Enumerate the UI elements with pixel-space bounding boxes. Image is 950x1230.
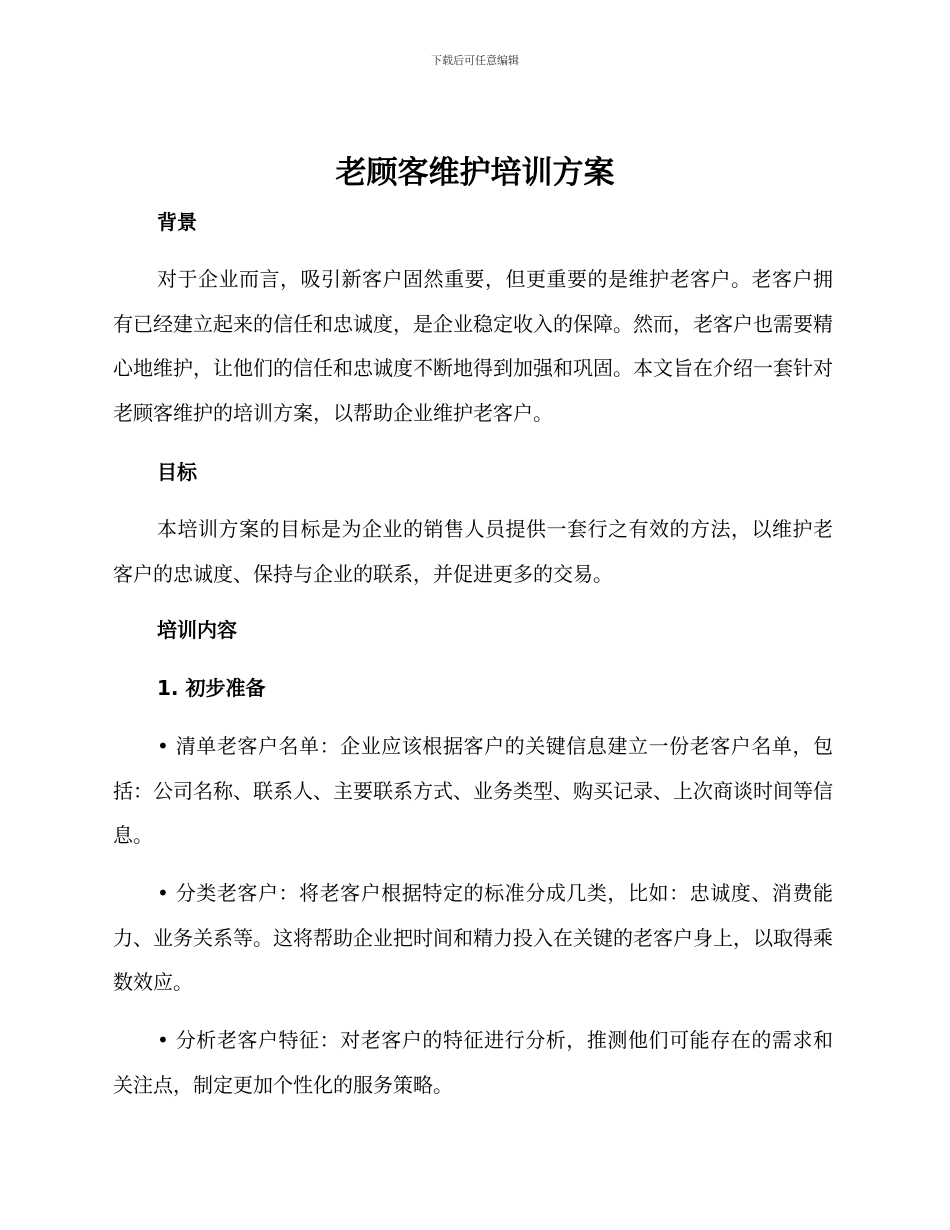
paragraph-background: 对于企业而言，吸引新客户固然重要，但更重要的是维护老客户。老客户拥有已经建立起来的信任和忠诚度，是企业稳定收入的保障。然而，老客户也需要精心地维护，让他们的信任和忠诚度不断地得到加强和巩固。本文旨在介绍一套针对老顾客维护的培训方案，以帮助企业维护老客户。 [113,267,833,426]
section-heading-step1: 1. 初步准备 [157,676,266,700]
page-header-note: 下载后可任意编辑 [431,54,519,67]
bullet-item-customer-list: • 清单老客户名单：企业应该根据客户的关键信息建立一份老客户名单，包括：公司名称、联系人、主要联系方式、业务类型、购买记录、上次商谈时间等信息。 [113,734,833,848]
document-title: 老顾客维护培训方案 [335,155,615,191]
section-heading-background: 背景 [157,210,197,234]
paragraph-goal: 本培训方案的目标是为企业的销售人员提供一套行之有效的方法，以维护老客户的忠诚度、保持与企业的联系，并促进更多的交易。 [113,517,833,586]
bullet-item-classify-customers: • 分类老客户：将老客户根据特定的标准分成几类，比如：忠诚度、消费能力、业务关系等。这将帮助企业把时间和精力投入在关键的老客户身上，以取得乘数效应。 [113,881,833,995]
section-heading-training-content: 培训内容 [157,618,237,642]
section-heading-goal: 目标 [157,460,197,484]
bullet-item-analyze-customers: • 分析老客户特征：对老客户的特征进行分析，推测他们可能存在的需求和关注点，制定更加个性化的服务策略。 [113,1028,833,1097]
